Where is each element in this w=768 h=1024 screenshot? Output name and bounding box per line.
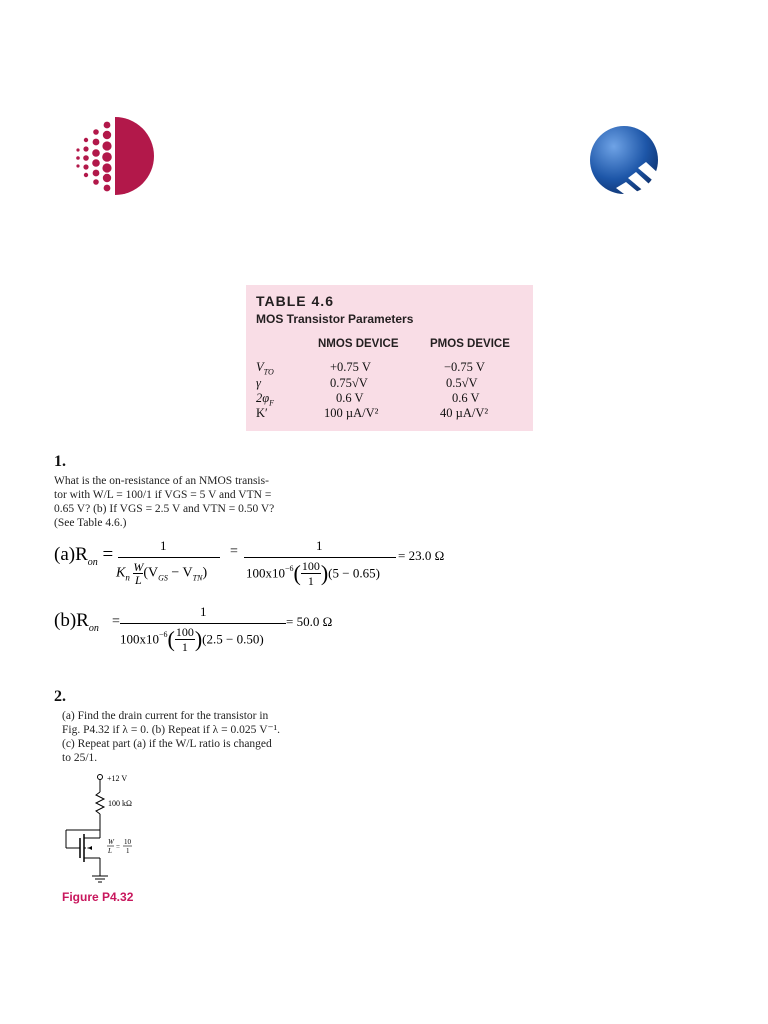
nmos-gamma: 0.75√V <box>330 376 368 390</box>
pmos-kprime: 40 µA/V² <box>440 406 489 420</box>
q2-line-1: (a) Find the drain current for the transistor in <box>62 710 269 722</box>
resistor-label: 100 kΩ <box>108 799 132 808</box>
svg-text:=: = <box>116 843 120 851</box>
supply-terminal <box>98 775 103 780</box>
param-2phif: $2\varphi_F$ <box>256 391 275 408</box>
nmos-kprime: 100 µA/V² <box>324 406 379 420</box>
logo-dots <box>76 122 112 192</box>
eq-a-label: $(a)R_{on}$ = <box>54 544 114 568</box>
eq-a-denominator-2: $100x10^{-6}$( $\frac{100}{1}$ )(5 − 0.65) <box>246 559 380 588</box>
q2-line-3: (c) Repeat part (a) if the W/L ratio is changed <box>62 738 272 750</box>
circuit-diagram <box>58 772 168 890</box>
university-logo <box>74 115 156 197</box>
param-kprime: K′ <box>256 406 268 420</box>
q2-line-2: Fig. P4.32 if λ = 0. (b) Repeat if λ = 0.025 V⁻¹. <box>62 724 280 736</box>
table-title: TABLE 4.6 <box>256 293 334 309</box>
param-gamma: γ <box>256 376 261 390</box>
q1-line-4: (See Table 4.6.) <box>54 517 127 529</box>
wl-den: L <box>108 847 112 855</box>
q2-line-4: to 25/1. <box>62 752 98 764</box>
eq-a-fraction-bar-1 <box>118 557 220 558</box>
pmos-2phif: 0.6 V <box>452 391 480 405</box>
header-nmos: NMOS DEVICE <box>318 338 399 350</box>
figure-caption: Figure P4.32 <box>62 890 134 904</box>
supply-label: +12 V <box>107 774 128 783</box>
question-1-text <box>54 474 334 530</box>
wl-num: W <box>108 838 114 846</box>
equation-b: $(b)R_{on}$ = 1 $100x10^{-6}$( $\frac{100}{1}$ )(2.5 − 0.50) = 50.0 Ω <box>54 604 333 654</box>
resistor-symbol <box>96 792 104 814</box>
logo-half-disc <box>115 117 154 195</box>
q1-line-3: 0.65 V? (b) If VGS = 2.5 V and VTN = 0.50 V? <box>54 503 275 515</box>
nmos-2phif: 0.6 V <box>336 391 364 405</box>
q1-line-2: tor with W/L = 100/1 if VGS = 5 V and VTN = <box>54 489 272 501</box>
eq-b-denominator: $100x10^{-6}$( $\frac{100}{1}$ )(2.5 − 0.50) <box>120 625 264 654</box>
question-2-text <box>62 709 342 765</box>
eq-a-numerator-1: 1 <box>160 538 167 553</box>
header-pmos: PMOS DEVICE <box>430 338 510 350</box>
question-2-number: 2. <box>54 688 66 705</box>
question-1-number: 1. <box>54 453 66 470</box>
wl-value-num: 10 <box>124 838 131 846</box>
eq-b-fraction-bar <box>120 623 286 624</box>
eq-b-label: $(b)R_{on}$ <box>54 610 99 634</box>
department-logo <box>586 122 670 196</box>
eq-b-result: = 50.0 Ω <box>286 614 333 629</box>
eq-b-numerator: 1 <box>200 604 207 619</box>
eq-a-fraction-bar-2 <box>244 557 396 558</box>
eq-a-result: = 23.0 Ω <box>398 548 445 563</box>
eq-a-numerator-2: 1 <box>316 538 323 553</box>
pmos-gamma: 0.5√V <box>446 376 478 390</box>
q1-line-1: What is the on-resistance of an NMOS transis- <box>54 475 269 487</box>
wl-value-den: 1 <box>126 847 130 855</box>
table-subtitle: MOS Transistor Parameters <box>256 312 414 326</box>
nmos-vto: +0.75 V <box>330 360 371 374</box>
eq-a-denominator-1: $K_n$ $\frac{W}{L}$ $(V_{GS} - V_{TN})$ <box>116 560 208 587</box>
equation-a: $(a)R_{on}$ = 1 $K_n$ $\frac{W}{L}$ $(V_{GS} - V_{TN})$ = 1 $100x10^{-6}$( $\frac{100}{1}$ )(5 − 0.65) = 23.0 Ω <box>54 538 445 588</box>
pmos-vto: −0.75 V <box>444 360 485 374</box>
param-vto: $V_{TO}$ <box>256 360 274 377</box>
mos-parameter-table <box>246 285 533 431</box>
